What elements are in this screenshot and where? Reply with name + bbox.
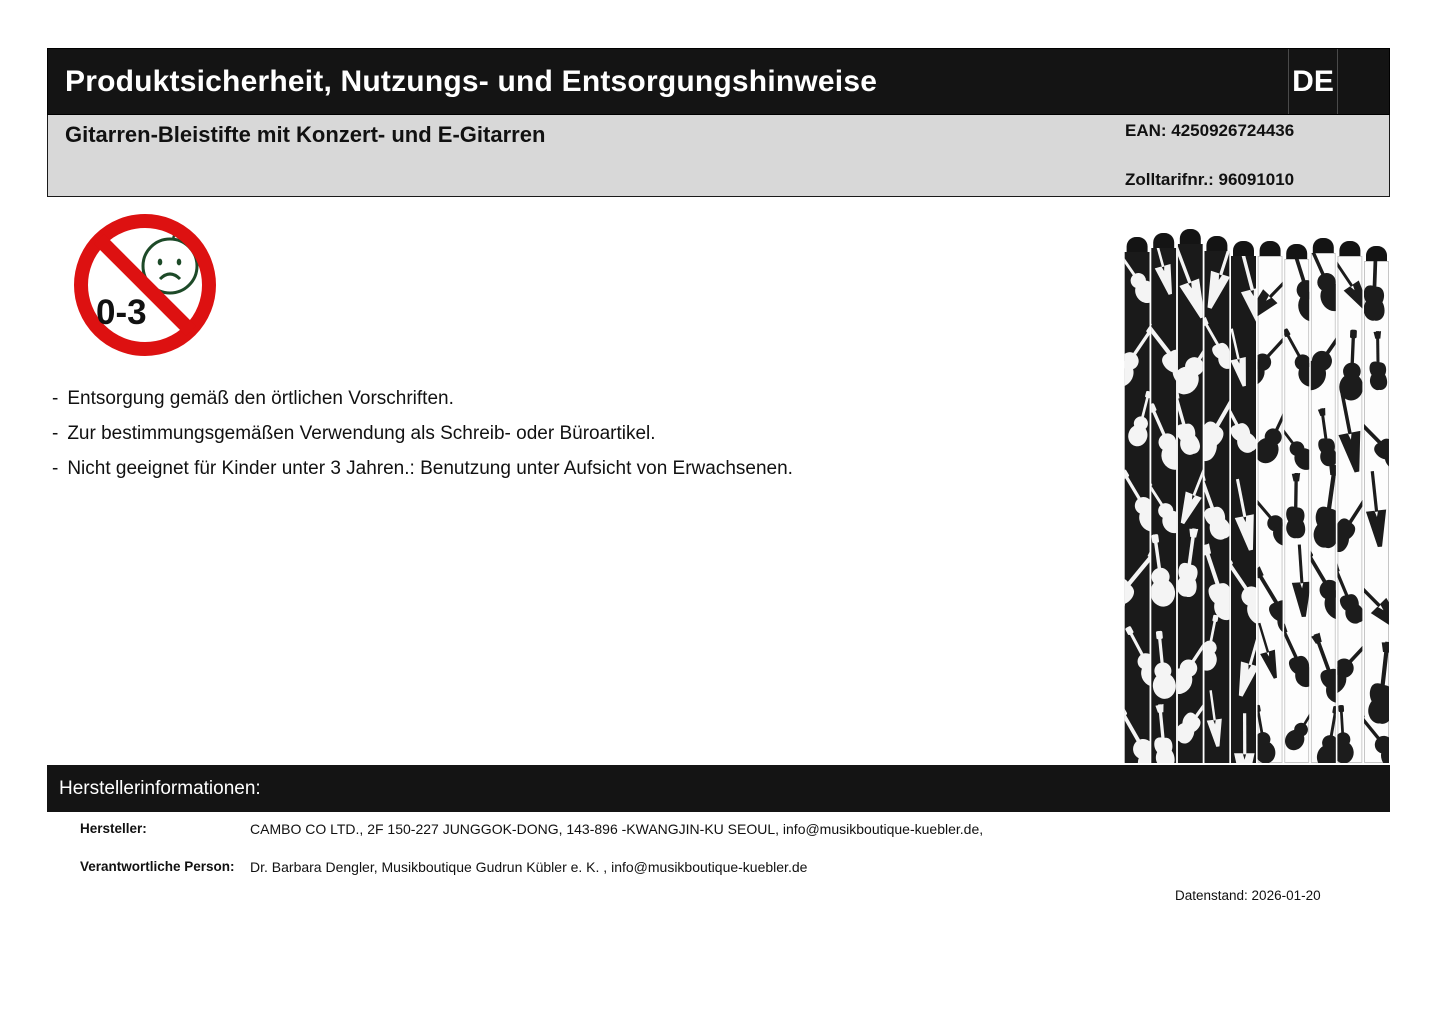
bullet-dash: - [52,458,59,479]
manufacturer-label: Hersteller: [80,821,147,836]
ean-number: EAN: 4250926724436 [1125,121,1295,140]
note-text: Nicht geeignet für Kinder unter 3 Jahren.: Benutzung unter Aufsicht von Erwachsenen. [67,458,793,479]
product-name: Gitarren-Bleistifte mit Konzert- und E-Gitarren [65,122,546,147]
data-date-label: Datenstand: 2026-01-20 [1175,888,1321,903]
responsible-person-value: Dr. Barbara Dengler, Musikboutique Gudrun Kübler e. K. , info@musikboutique-kuebler.de [250,859,808,875]
safety-notes-list [52,388,793,493]
pencils-illustration [1124,229,1390,763]
product-photo-pencils [1124,229,1390,763]
list-item [52,423,793,458]
bullet-dash: - [52,423,59,444]
tariff-number: Zolltarifnr.: 96091010 [1125,170,1295,189]
age-warning-icon [70,212,222,364]
list-item [52,458,793,493]
age-range-label: 0-3 [96,293,147,332]
note-text: Entsorgung gemäß den örtlichen Vorschriften. [67,388,454,409]
document-title: Produktsicherheit, Nutzungs- und Entsorgungshinweise [65,64,878,98]
not-for-under-3-icon [70,212,222,364]
bullet-dash: - [52,388,59,409]
responsible-person-row [80,859,807,875]
document-header-bar [47,48,1390,115]
manufacturer-section-title: Herstellerinformationen: [59,777,261,799]
responsible-person-label: Verantwortliche Person: [80,859,235,874]
language-badge: DE [1288,49,1338,114]
manufacturer-value: CAMBO CO LTD., 2F 150-227 JUNGGOK-DONG, 143-896 -KWANGJIN-KU SEOUL, info@musikboutique-kuebler.de, [250,821,984,837]
product-header-bar [47,115,1390,197]
manufacturer-row [80,821,983,837]
note-text: Zur bestimmungsgemäßen Verwendung als Schreib- oder Büroartikel. [67,423,656,444]
manufacturer-section-bar [47,765,1390,812]
list-item [52,388,793,423]
